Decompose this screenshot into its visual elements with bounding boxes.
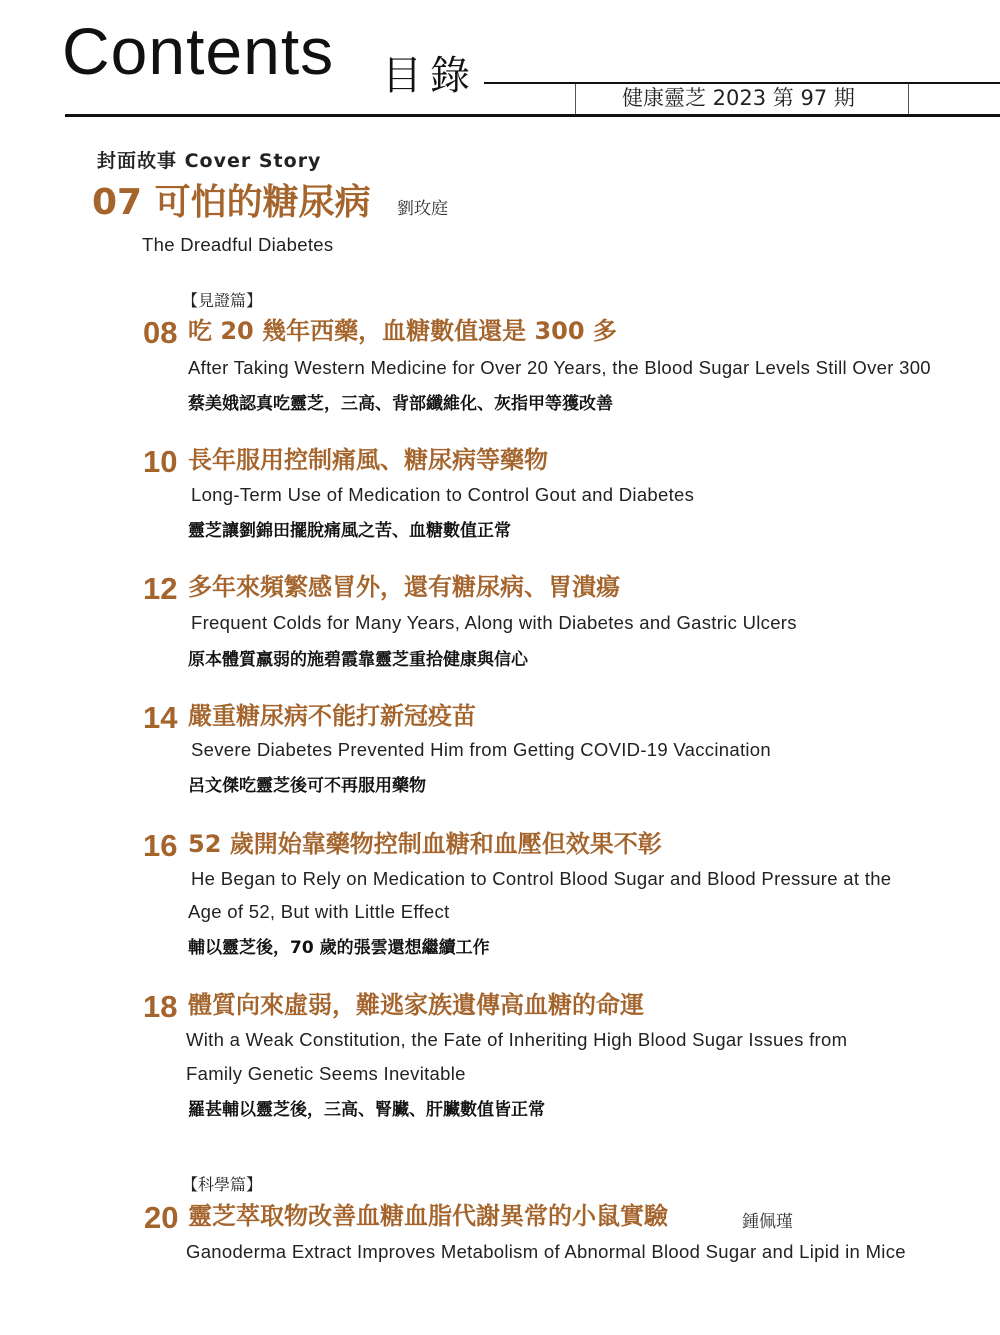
article-number: 10 — [143, 444, 178, 479]
cover-story-section-label: 封面故事 Cover Story — [97, 150, 322, 172]
cover-story-number: 07 — [92, 182, 143, 223]
article-subtitle: 靈芝讓劉錦田擺脫痛風之苦、血糖數值正常 — [188, 521, 511, 541]
article-subtitle: 輔以靈芝後，70 歲的張雲還想繼續工作 — [188, 938, 490, 958]
article-title-en: He Began to Rely on Medication to Control Blood Sugar and Blood Pressure at the — [191, 868, 892, 889]
article-number: 14 — [143, 700, 178, 735]
contents-heading-chinese: 目錄 — [382, 53, 478, 99]
article-number: 20 — [144, 1200, 179, 1235]
article-title[interactable]: 52 歲開始靠藥物控制血糖和血壓但效果不彰 — [188, 830, 662, 858]
article-subtitle: 蔡美娥認真吃靈芝，三高、背部纖維化、灰指甲等獲改善 — [188, 394, 613, 414]
cover-story-title[interactable] — [92, 183, 371, 223]
article-subtitle: 呂文傑吃靈芝後可不再服用藥物 — [188, 776, 426, 796]
science-article-author: 鍾佩瑾 — [742, 1212, 793, 1232]
article-title-en: Severe Diabetes Prevented Him from Getting COVID-19 Vaccination — [191, 739, 771, 760]
header-divider-left — [575, 84, 576, 114]
article-title-en: With a Weak Constitution, the Fate of Inheriting High Blood Sugar Issues from — [186, 1029, 848, 1050]
cover-story-title-text: 可怕的糖尿病 — [154, 182, 371, 223]
article-subtitle: 原本體質羸弱的施碧霞靠靈芝重拾健康與信心 — [188, 650, 528, 670]
article-title[interactable]: 吃 20 幾年西藥，血糖數值還是 300 多 — [188, 317, 617, 345]
contents-heading: Contents — [62, 14, 335, 88]
article-title-en-line2: Family Genetic Seems Inevitable — [186, 1063, 466, 1084]
article-title[interactable]: 體質向來虛弱，難逃家族遺傳高血糖的命運 — [188, 991, 644, 1019]
header-rule-top — [484, 82, 1000, 84]
article-title-en: Long-Term Use of Medication to Control Gout and Diabetes — [191, 484, 695, 505]
cover-story-title-en: The Dreadful Diabetes — [142, 234, 334, 255]
article-title[interactable]: 多年來頻繁感冒外，還有糖尿病、胃潰瘍 — [188, 573, 620, 601]
article-number: 18 — [143, 989, 178, 1024]
science-section-label: 【科學篇】 — [182, 1175, 263, 1194]
testimony-section-label: 【見證篇】 — [182, 291, 263, 310]
header-rule-bottom — [65, 114, 1000, 117]
cover-story-author: 劉玫庭 — [397, 199, 448, 219]
article-number: 08 — [143, 315, 178, 350]
article-number: 12 — [143, 571, 178, 606]
article-number: 16 — [143, 828, 178, 863]
article-title-en-line2: Age of 52, But with Little Effect — [188, 901, 450, 922]
header-divider-right — [908, 84, 909, 114]
issue-label: 健康靈芝 2023 第 97 期 — [622, 86, 855, 110]
article-subtitle: 羅甚輔以靈芝後，三高、腎臟、肝臟數值皆正常 — [188, 1100, 545, 1120]
article-title-en: Frequent Colds for Many Years, Along with Diabetes and Gastric Ulcers — [191, 612, 797, 633]
article-title-en: After Taking Western Medicine for Over 20 Years, the Blood Sugar Levels Still Over 300 — [188, 357, 931, 378]
article-title[interactable]: 靈芝萃取物改善血糖血脂代謝異常的小鼠實驗 — [188, 1202, 668, 1230]
article-title-en: Ganoderma Extract Improves Metabolism of Abnormal Blood Sugar and Lipid in Mice — [186, 1241, 906, 1262]
article-title[interactable]: 嚴重糖尿病不能打新冠疫苗 — [188, 702, 476, 730]
article-title[interactable]: 長年服用控制痛風、糖尿病等藥物 — [188, 446, 548, 474]
